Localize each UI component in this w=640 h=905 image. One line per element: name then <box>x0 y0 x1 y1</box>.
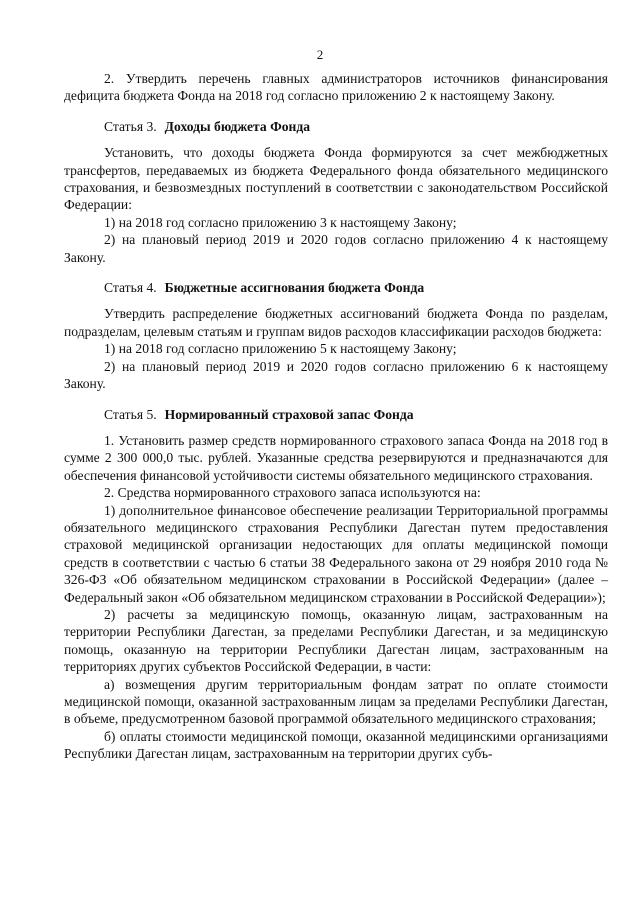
list-item-settlements: 2) расчеты за медицинскую помощь, оказанную лицам, застрахованным на территории Республики Дагестан, за пределами Республики Дагестан, и за медицинскую помощь, оказанную на территории Республики Дагестан лицам, застрахованным на территориях других субъектов Российской Федерации, в части: <box>64 606 608 675</box>
page-number: 2 <box>316 47 324 62</box>
list-item-additional-financing: 1) дополнительное финансовое обеспечение реализации Территориальной программы обязательного медицинского страхования Республики Дагестан путем предоставления страховой медицинской организации недостающих для оплаты медицинской помощи средств в соответствии с частью 6 статьи 38 Федерального закона от 29 ноября 2010 года № 326-ФЗ «Об обязательном медицинском страховании в Российской Федерации» (далее – Федеральный закон «Об обязательном медицинском страховании в Российской Федерации»); <box>64 502 608 605</box>
list-item-revenue-2018: 1) на 2018 год согласно приложению 3 к настоящему Закону; <box>104 214 457 230</box>
list-item-payment: б) оплаты стоимости медицинской помощи, оказанной медицинскими организациями Республики Дагестан лицам, застрахованным на территории других субъ- <box>64 728 608 762</box>
article-number: Статья 5. <box>104 406 157 422</box>
list-item-reimbursement: а) возмещения другим территориальным фондам затрат по оплате стоимости медицинской помощи, оказанной застрахованным лицам за пределами Республики Дагестан, в объеме, предусмотренном базовой программой обязательного медицинского страхования; <box>64 676 608 727</box>
document-body <box>64 70 608 763</box>
article-number: Статья 4. <box>104 280 157 296</box>
article-title: Доходы бюджета Фонда <box>164 118 311 134</box>
paragraph-budget-allocations: Утвердить распределение бюджетных ассигнований бюджета Фонда по разделам, подразделам, целевым статьям и группам видов расходов классификации расходов бюджета: <box>64 306 608 339</box>
paragraph-2-admin-sources: 2. Утвердить перечень главных администраторов источников финансирования дефицита бюджета Фонда на 2018 год согласно приложению 2 к настоящему Закону. <box>64 71 608 104</box>
article-4-heading <box>64 279 608 296</box>
paragraph-reserve-amount: 1. Установить размер средств нормированного страхового запаса Фонда на 2018 год в сумме 2 300 000,0 тыс. рублей. Указанные средства резервируются и предназначаются для обеспечения финансовой устойчивости системы обязательного медицинского страхования. <box>64 432 608 483</box>
article-3-heading <box>64 118 608 135</box>
article-title: Нормированный страховой запас Фонда <box>164 406 414 422</box>
article-title: Бюджетные ассигнования бюджета Фонда <box>164 280 425 296</box>
paragraph-revenue-sources: Установить, что доходы бюджета Фонда формируются за счет межбюджетных трансфертов, передаваемых из бюджета Федерального фонда обязательного медицинского страхования, и безвозмездных поступлений в соответствии с законодательством Российской Федерации: <box>64 145 608 213</box>
article-number: Статья 3. <box>104 118 157 134</box>
list-item-allocations-2019-2020: 2) на плановый период 2019 и 2020 годов согласно приложению 6 к настоящему Закону. <box>64 358 608 392</box>
list-item-revenue-2019-2020: 2) на плановый период 2019 и 2020 годов согласно приложению 4 к настоящему Закону. <box>64 232 608 265</box>
paragraph-reserve-usage: 2. Средства нормированного страхового запаса используются на: <box>104 485 481 501</box>
list-item-allocations-2018: 1) на 2018 год согласно приложению 5 к настоящему Закону; <box>104 341 457 357</box>
article-5-heading <box>64 406 608 423</box>
